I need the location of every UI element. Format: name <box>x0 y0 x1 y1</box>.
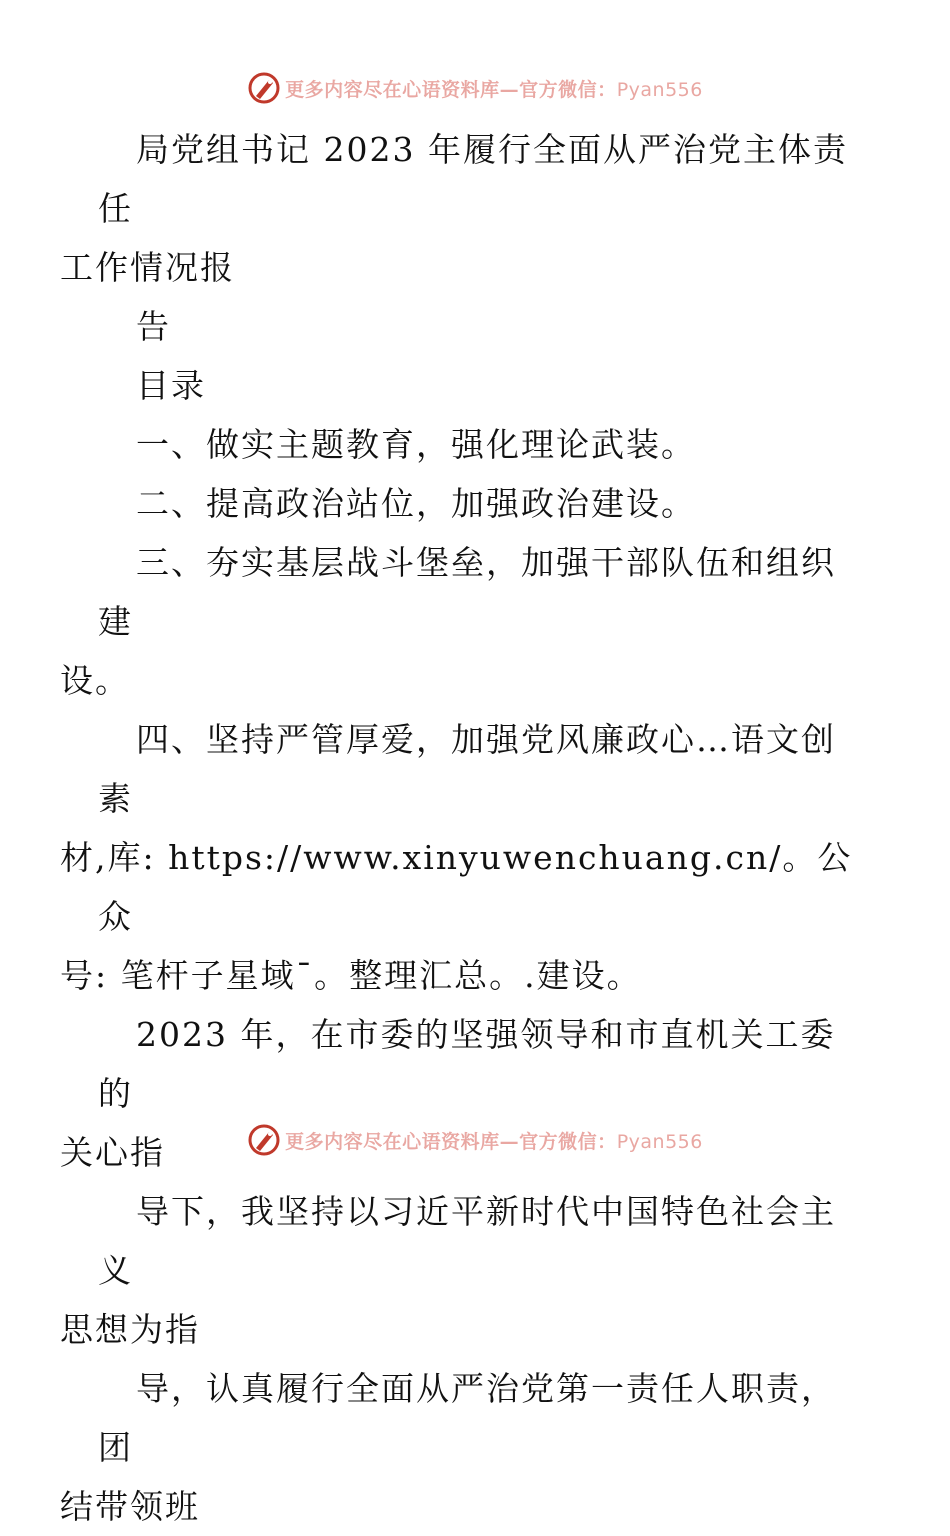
body-2-line-1: 导下，我坚持以习近平新时代中国特色社会主义 <box>98 1192 836 1290</box>
body-2-line-2: 思想为指 <box>60 1310 200 1349</box>
header-watermark-text <box>285 75 703 102</box>
title-line-2: 工作情况报 <box>60 248 235 287</box>
body-3-line-1: 导，认真履行全面从严治党第一责任人职责，团 <box>98 1369 836 1467</box>
pen-logo-icon <box>247 71 281 105</box>
toc-item-4-line-3: 号: 笔杆子星域¯。整理汇总。.建设。 <box>60 956 642 995</box>
toc-item-4 <box>60 710 858 1005</box>
toc-heading: 目录 <box>136 366 206 405</box>
watermark-wechat-id: Pyan556 <box>616 1130 703 1153</box>
toc-item-4-line-1: 四、坚持严管厚爱，加强党风廉政心…语文创素 <box>98 720 836 818</box>
body-3-line-2: 结带领班 <box>60 1487 200 1526</box>
body-1-line-1: 2023 年，在市委的坚强领导和市直机关工委的 <box>98 1015 836 1113</box>
document-body <box>60 120 858 1536</box>
pen-logo-icon <box>247 1123 281 1157</box>
toc-item-2: 二、提高政治站位，加强政治建设。 <box>136 484 696 523</box>
toc-item-1: 一、做实主题教育，强化理论武装。 <box>136 425 696 464</box>
body-paragraph-3 <box>60 1359 858 1536</box>
toc-item-3-line-2: 设。 <box>60 661 130 700</box>
toc-item-3 <box>60 533 858 710</box>
footer-watermark <box>0 1120 950 1160</box>
toc-item-3-line-1: 三、夯实基层战斗堡垒，加强干部队伍和组织建 <box>98 543 836 641</box>
body-1-line-2: 关心指 <box>60 1133 165 1172</box>
watermark-site-text: 更多内容尽在心语资料库 <box>285 78 500 101</box>
document-title <box>60 120 858 297</box>
watermark-wechat-label: 官方微信： <box>519 78 617 101</box>
watermark-wechat-id: Pyan556 <box>616 78 703 101</box>
title-line-3: 告 <box>136 307 171 346</box>
watermark-wechat-label: 官方微信： <box>519 1130 617 1153</box>
body-paragraph-2 <box>60 1182 858 1359</box>
header-watermark <box>0 68 950 108</box>
toc-item-4-line-2: 材,库: https://www.xinyuwenchuang.cn/。公众 <box>60 838 853 936</box>
watermark-dash: — <box>499 78 520 101</box>
watermark-dash: — <box>499 1130 520 1153</box>
footer-watermark-text <box>285 1127 703 1154</box>
watermark-site-text: 更多内容尽在心语资料库 <box>285 1130 500 1153</box>
title-line-1: 局党组书记 2023 年履行全面从严治党主体责任 <box>98 130 848 228</box>
